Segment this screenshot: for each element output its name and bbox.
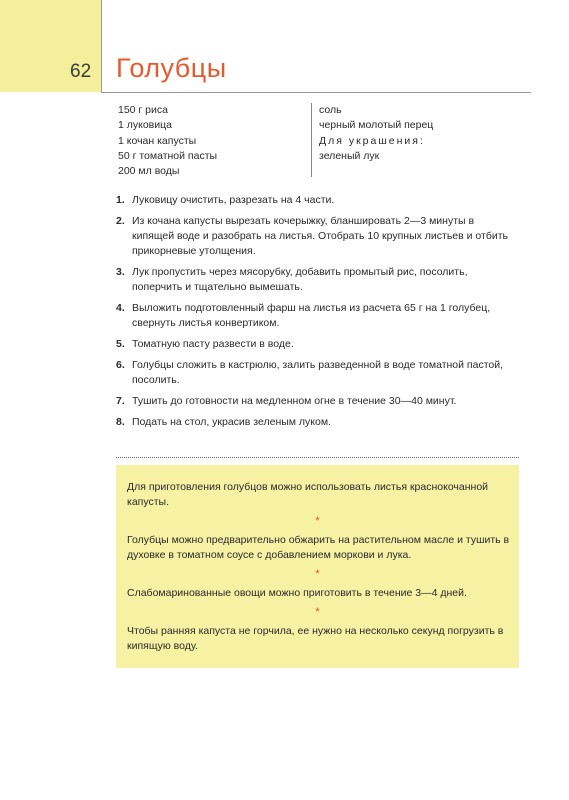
step-number: 3. bbox=[116, 266, 125, 278]
ingredients-left bbox=[118, 103, 217, 179]
step-item bbox=[116, 301, 516, 331]
ingredient-item: 1 кочан капусты bbox=[118, 134, 197, 147]
step-number: 4. bbox=[116, 302, 125, 314]
page-title: Голубцы bbox=[116, 53, 227, 83]
ingredient-item: 150 г риса bbox=[118, 104, 168, 116]
ingredient-item: черный молотый перец bbox=[319, 119, 434, 132]
step-item bbox=[116, 214, 516, 259]
ingredient-item: 50 г томатной пасты bbox=[118, 149, 218, 162]
ingredient-item: 200 мл воды bbox=[118, 165, 180, 178]
step-number: 2. bbox=[116, 215, 125, 227]
step-text: Из кочана капусты вырезать кочерыжку, бланшировать 2—3 минуты в кипящей воде и разобрать на листья. Отобрать 10 крупных листьев и отбить прикорневые утолщения. bbox=[132, 215, 508, 257]
page-number: 62 bbox=[70, 61, 92, 82]
step-number: 8. bbox=[116, 416, 125, 428]
step-number: 7. bbox=[116, 395, 125, 407]
step-text: Голубцы сложить в кастрюлю, залить разведенной в воде томатной пастой, посолить. bbox=[132, 359, 504, 386]
ingredient-item: 1 луковица bbox=[118, 119, 172, 132]
star-separator: * bbox=[315, 515, 320, 527]
ingredients-right bbox=[319, 103, 433, 164]
step-item bbox=[116, 193, 516, 208]
step-text: Тушить до готовности на медленном огне в течение 30—40 минут. bbox=[132, 395, 457, 407]
ingredient-item: соль bbox=[319, 104, 342, 116]
tip-text: Слабомаринованные овощи можно приготовить в течение 3—4 дней. bbox=[127, 587, 467, 599]
decoration-label: Для украшения: bbox=[319, 134, 425, 147]
header-divider bbox=[101, 0, 102, 92]
step-number: 6. bbox=[116, 359, 125, 371]
tip-text: Голубцы можно предварительно обжарить на растительном масле и тушить в духовке в томатном соусе с добавлением моркови и лука. bbox=[127, 534, 510, 561]
step-text: Томатную пасту развести в воде. bbox=[132, 338, 294, 350]
step-item bbox=[116, 337, 516, 352]
step-number: 5. bbox=[116, 338, 125, 350]
ingredients-divider bbox=[311, 103, 312, 177]
star-separator: * bbox=[315, 568, 320, 580]
step-text: Подать на стол, украсив зеленым луком. bbox=[132, 416, 331, 428]
header-rule bbox=[101, 92, 531, 93]
tips-box bbox=[116, 465, 519, 668]
step-text: Лук пропустить через мясорубку, добавить промытый рис, посолить, поперчить и тщательно вымешать. bbox=[132, 266, 468, 293]
step-item bbox=[116, 358, 516, 388]
section-separator bbox=[116, 457, 519, 458]
step-text: Выложить подготовленный фарш на листья из расчета 65 г на 1 голубец, свернуть листья конвертиком. bbox=[132, 302, 491, 329]
tip-text: Для приготовления голубцов можно использовать листья краснокочанной капусты. bbox=[127, 481, 489, 508]
step-text: Луковицу очистить, разрезать на 4 части. bbox=[132, 194, 335, 206]
step-number: 1. bbox=[116, 194, 125, 206]
step-item bbox=[116, 415, 516, 430]
tip-text: Чтобы ранняя капуста не горчила, ее нужно на несколько секунд погрузить в кипящую воду. bbox=[127, 625, 504, 652]
decoration-item: зеленый лук bbox=[319, 149, 380, 162]
steps-list bbox=[116, 193, 516, 436]
star-separator: * bbox=[315, 606, 320, 618]
step-item bbox=[116, 394, 516, 409]
step-item bbox=[116, 265, 516, 295]
